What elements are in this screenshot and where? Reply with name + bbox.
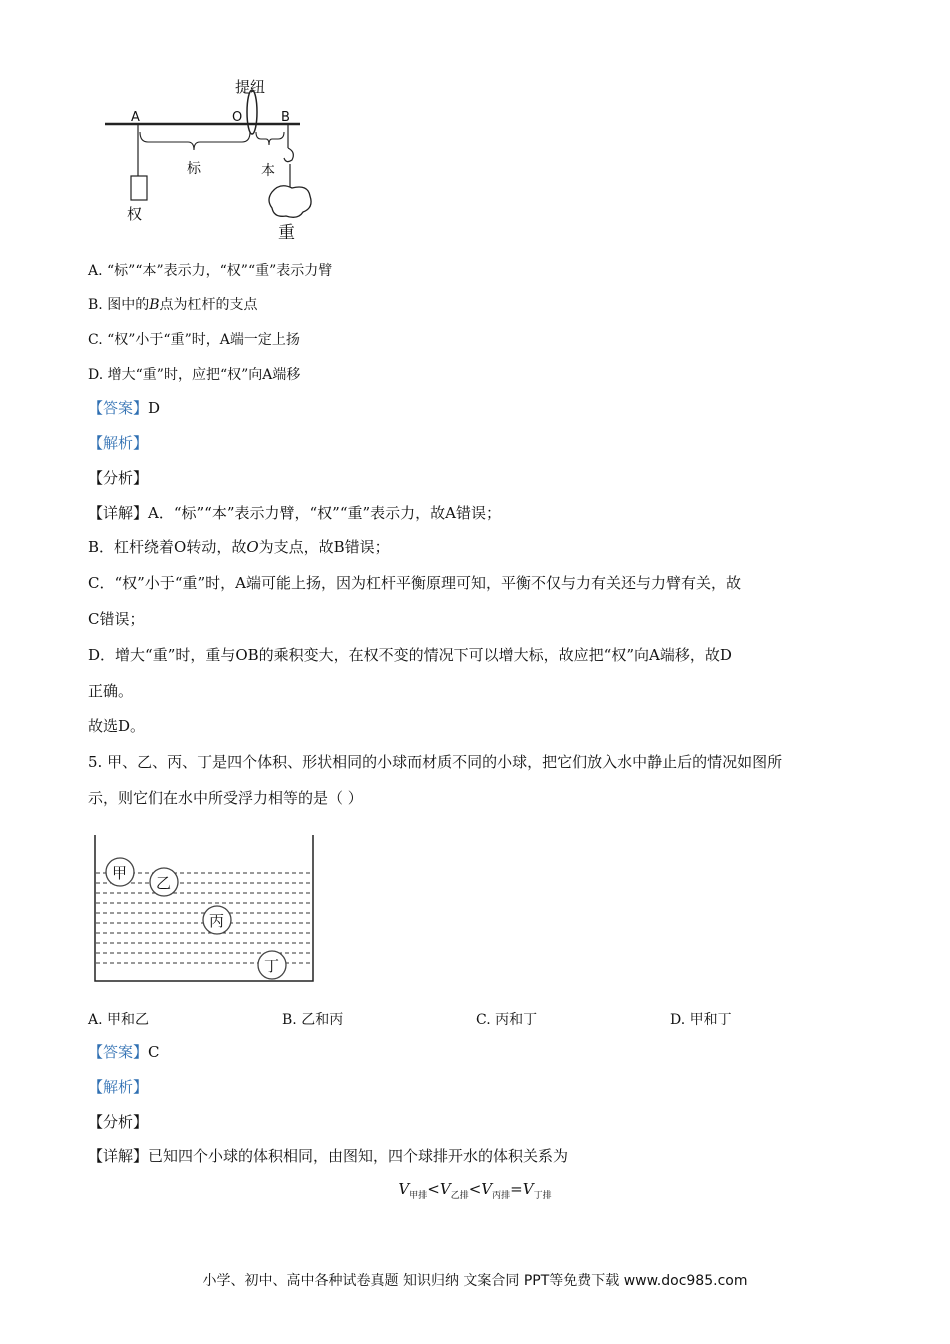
- q4-detail-4: [88, 645, 732, 665]
- tizhui-loop: [247, 90, 257, 134]
- q4-detail-2-pre: B．杠杆绕着O转动，故: [88, 538, 247, 556]
- formula-lt-1: <: [427, 1180, 440, 1198]
- q4-option-d: [88, 365, 300, 385]
- q5-stem-2: 示，则它们在水中所受浮力相等的是（ ）: [88, 789, 363, 807]
- formula-sub-yi: 乙排: [450, 1191, 469, 1201]
- label-zhong: 重: [278, 223, 295, 243]
- q5-stem-1: 5. 甲、乙、丙、丁是四个体积、形状相同的小球而材质不同的小球，把它们放入水中静止后的情况如图所: [88, 753, 783, 771]
- q5-answer: [88, 1042, 160, 1062]
- page-footer: 小学、初中、高中各种试卷真题 知识归纳 文案合同 PPT等免费下载 www.doc985.com: [202, 1273, 748, 1289]
- q4-detail-3-pre: C．“权”小于“重”时，: [88, 574, 236, 592]
- label-point-b: B: [281, 110, 290, 125]
- ball-ding-label: 丁: [264, 957, 280, 975]
- q4-detail-1: 【详解】A．“标”“本”表示力臂，“权”“重”表示力，故A错误；: [88, 504, 502, 522]
- q4-option-c-pre: C. “权”小于“重”时，: [88, 332, 220, 348]
- q4-jiexi: 【解析】: [88, 434, 149, 452]
- quan-weight: [131, 176, 147, 200]
- q4-detail-3-var: A: [235, 574, 246, 592]
- q4-option-d-var: A: [262, 367, 273, 383]
- q4-detail-3b: C错误；: [88, 610, 145, 628]
- q4-option-b-post: 点为杠杆的支点: [159, 297, 258, 313]
- label-quan: 权: [127, 205, 143, 223]
- q4-option-d-pre: D. 增大“重”时，应把“权”向: [88, 367, 263, 383]
- q4-option-c-var: A: [219, 332, 230, 348]
- formula-lt-2: <: [468, 1180, 482, 1198]
- q5-answer-value: C: [148, 1043, 160, 1061]
- hook: [284, 148, 293, 162]
- q4-option-c-post: 端一定上扬: [229, 332, 300, 348]
- label-point-o: O: [232, 110, 243, 125]
- biao-brace: [140, 132, 250, 150]
- q4-detail-3: [88, 573, 741, 593]
- steelyard-diagram: [100, 72, 320, 247]
- formula-sub-jia: 甲排: [409, 1191, 428, 1201]
- q4-detail-2-post: 为支点，故B错误；: [258, 538, 390, 556]
- q4-conclusion: 故选D。: [88, 717, 146, 735]
- water-tank-diagram: [90, 835, 320, 985]
- q4-detail-4-pre: D．增大“重”时，重与OB的乘积变大，在权不变的情况下可以增大标，故应把“权”向: [88, 646, 650, 664]
- label-ben: 本: [261, 163, 275, 179]
- q4-detail-2: [88, 537, 390, 557]
- formula-v1: V: [398, 1180, 410, 1198]
- q5-option-c: C. 丙和丁: [476, 1012, 538, 1028]
- q4-detail-4-var: A: [649, 646, 660, 664]
- q5-jiexi: 【解析】: [88, 1078, 149, 1096]
- formula-sub-ding: 丁排: [533, 1191, 552, 1201]
- label-tizhui: 提纽: [235, 78, 266, 96]
- ball-yi-label: 乙: [156, 874, 172, 892]
- q4-detail-4b: 正确。: [88, 682, 134, 700]
- q4-answer: [88, 398, 160, 418]
- q4-option-d-post: 端移: [272, 367, 301, 383]
- q5-option-a: A. 甲和乙: [88, 1012, 150, 1028]
- q5-option-b: B. 乙和丙: [282, 1012, 344, 1028]
- q4-detail-3-post: 端可能上扬，因为杠杆平衡原理可知，平衡不仅与力有关还与力臂有关，故: [246, 574, 742, 592]
- q4-option-b-pre: B. 图中的: [88, 297, 150, 313]
- q4-detail-2-var: O: [246, 538, 259, 556]
- label-biao: 标: [187, 161, 201, 177]
- ball-jia-label: 甲: [112, 864, 128, 882]
- formula-v4: V: [522, 1180, 534, 1198]
- ball-bing-label: 丙: [209, 912, 225, 930]
- q5-fenxi: 【分析】: [88, 1113, 149, 1131]
- q5-detail-1: 【详解】已知四个小球的体积相同，由图知，四个球排开水的体积关系为: [88, 1147, 569, 1165]
- q4-fenxi: 【分析】: [88, 469, 149, 487]
- q4-answer-value: D: [148, 399, 161, 417]
- zhong-rock: [269, 186, 311, 218]
- q5-option-d: D. 甲和丁: [670, 1012, 732, 1028]
- formula-v3: V: [481, 1180, 493, 1198]
- q4-detail-4-post: 端移，故D: [659, 646, 732, 664]
- ben-brace: [256, 132, 284, 145]
- label-point-a: A: [131, 110, 140, 125]
- q5-answer-tag: 【答案】: [88, 1043, 149, 1061]
- volume-relation-formula: [0, 1180, 950, 1201]
- q4-option-a: A. “标”“本”表示力，“权”“重”表示力臂: [88, 263, 333, 279]
- q4-option-b: [88, 295, 258, 315]
- formula-sub-bing: 丙排: [492, 1191, 511, 1201]
- formula-eq: =: [510, 1180, 523, 1198]
- q4-answer-tag: 【答案】: [88, 399, 149, 417]
- formula-v2: V: [439, 1180, 451, 1198]
- q4-option-c: [88, 330, 300, 350]
- q4-option-b-var: B: [149, 297, 160, 313]
